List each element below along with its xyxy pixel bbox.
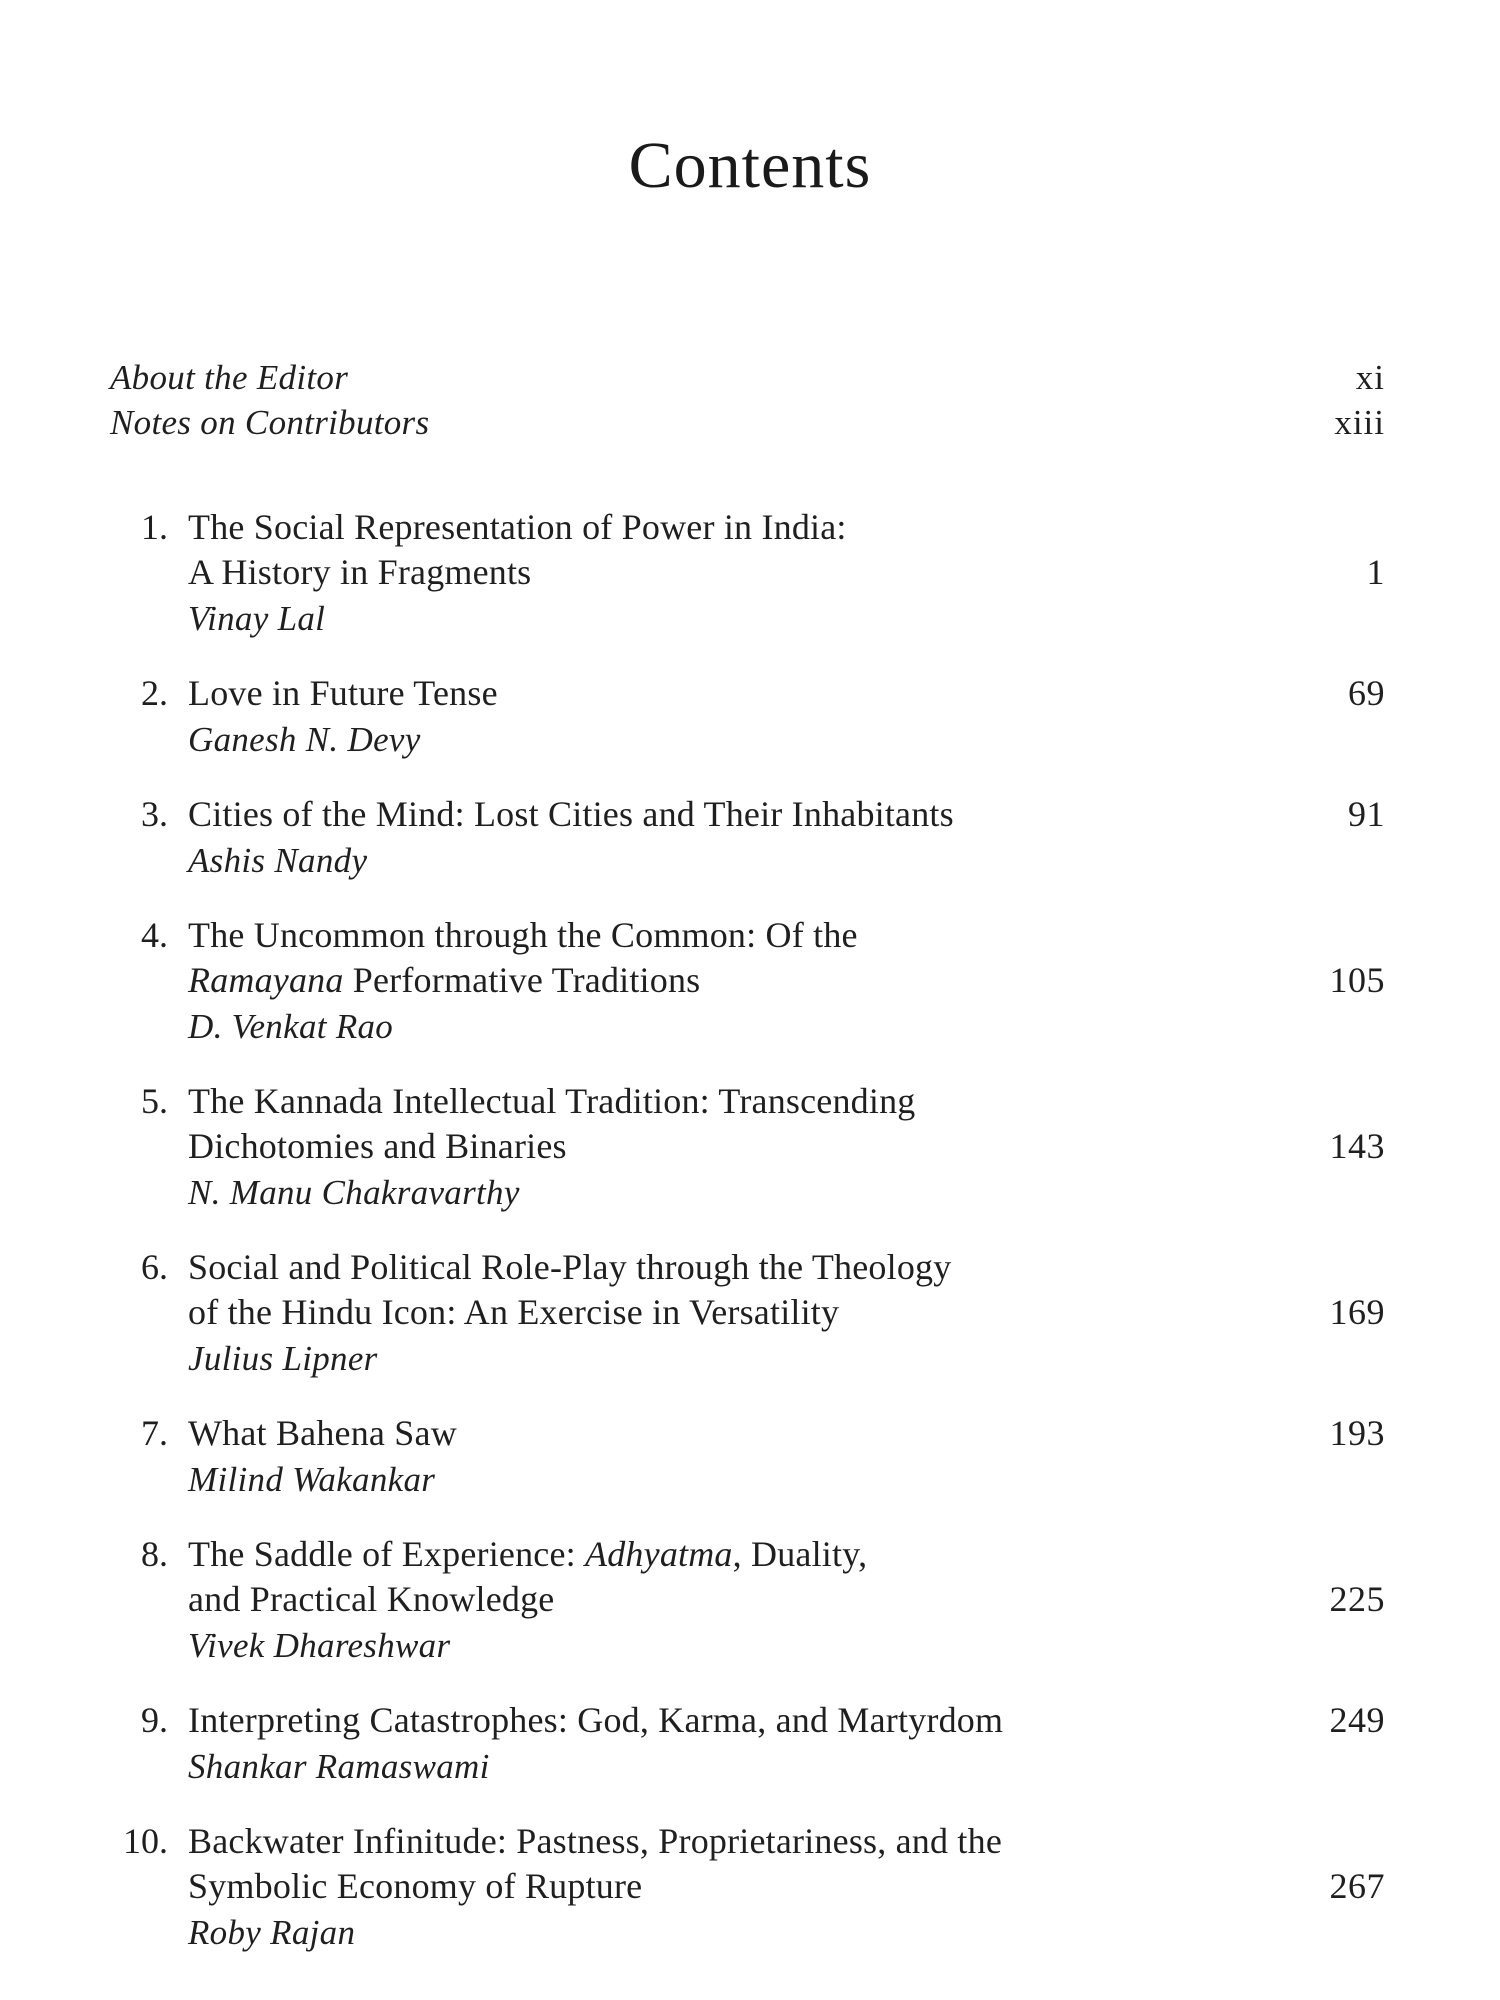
chapter-entry	[100, 671, 1385, 764]
front-matter-list	[110, 358, 1385, 448]
chapter-entry	[100, 1698, 1385, 1791]
chapter-number: 3.	[141, 794, 168, 834]
chapter-author: Shankar Ramaswami	[188, 1747, 490, 1786]
chapter-title-line: Dichotomies and Binaries	[188, 1126, 567, 1166]
chapter-entry	[100, 505, 1385, 643]
chapter-number: 9.	[141, 1700, 168, 1740]
chapter-title-line: Ramayana Performative Traditions	[188, 960, 701, 1000]
chapter-author: N. Manu Chakravarthy	[188, 1173, 520, 1212]
chapter-title-line: Cities of the Mind: Lost Cities and Their Inhabitants	[188, 794, 954, 834]
front-matter-label: Notes on Contributors	[110, 403, 430, 442]
chapter-page: 91	[1348, 794, 1385, 834]
chapter-title-line: of the Hindu Icon: An Exercise in Versatility	[188, 1292, 840, 1332]
chapter-entry	[100, 1079, 1385, 1217]
chapter-list	[100, 505, 1385, 1985]
front-matter-label: About the Editor	[110, 358, 349, 397]
chapter-title-line: The Social Representation of Power in India:	[188, 507, 847, 547]
chapter-title-line: Backwater Infinitude: Pastness, Proprietariness, and the	[188, 1821, 1002, 1861]
chapter-author: Vinay Lal	[188, 599, 326, 638]
chapter-entry	[100, 913, 1385, 1051]
chapter-title-line: A History in Fragments	[188, 552, 532, 592]
italic-term: Adhyatma	[585, 1534, 733, 1574]
italic-term: Ramayana	[188, 960, 344, 1000]
chapter-page: 143	[1329, 1126, 1385, 1166]
chapter-number: 2.	[141, 673, 168, 713]
chapter-page: 249	[1329, 1700, 1385, 1740]
page-title: Contents	[628, 129, 872, 202]
front-matter-page: xiii	[1334, 403, 1385, 442]
chapter-number: 8.	[141, 1534, 168, 1574]
chapter-author: Vivek Dhareshwar	[188, 1626, 451, 1665]
chapter-number: 4.	[141, 915, 168, 955]
chapter-author: Roby Rajan	[188, 1913, 356, 1952]
chapter-entry	[100, 792, 1385, 885]
chapter-page: 193	[1329, 1413, 1385, 1453]
chapter-title-line: What Bahena Saw	[188, 1413, 457, 1453]
chapter-number: 7.	[141, 1413, 168, 1453]
chapter-entry	[100, 1532, 1385, 1670]
chapter-entry	[100, 1411, 1385, 1504]
chapter-author: Ganesh N. Devy	[188, 720, 421, 759]
chapter-title-line: The Kannada Intellectual Tradition: Transcending	[188, 1081, 916, 1121]
front-matter-item	[110, 358, 1385, 403]
chapter-title-line: The Uncommon through the Common: Of the	[188, 915, 858, 955]
chapter-page: 105	[1329, 960, 1385, 1000]
chapter-page: 225	[1329, 1579, 1385, 1619]
chapter-author: D. Venkat Rao	[188, 1007, 394, 1046]
chapter-page: 1	[1366, 552, 1385, 592]
chapter-entry	[100, 1245, 1385, 1383]
chapter-title-line: and Practical Knowledge	[188, 1579, 555, 1619]
chapter-title-line: The Saddle of Experience: Adhyatma, Duality,	[188, 1534, 868, 1574]
chapter-entry	[100, 1819, 1385, 1957]
chapter-number: 10.	[123, 1821, 168, 1861]
chapter-title-line: Interpreting Catastrophes: God, Karma, and Martyrdom	[188, 1700, 1004, 1740]
chapter-number: 6.	[141, 1247, 168, 1287]
chapter-page: 69	[1348, 673, 1385, 713]
chapter-page: 267	[1329, 1866, 1385, 1906]
chapter-number: 1.	[141, 507, 168, 547]
chapter-title-line: Social and Political Role-Play through the Theology	[188, 1247, 952, 1287]
chapter-title-line: Love in Future Tense	[188, 673, 498, 713]
chapter-author: Milind Wakankar	[188, 1460, 436, 1499]
front-matter-item	[110, 403, 1385, 448]
chapter-author: Julius Lipner	[188, 1339, 378, 1378]
chapter-author: Ashis Nandy	[188, 841, 368, 880]
chapter-page: 169	[1329, 1292, 1385, 1332]
chapter-number: 5.	[141, 1081, 168, 1121]
chapter-title-line: Symbolic Economy of Rupture	[188, 1866, 643, 1906]
front-matter-page: xi	[1355, 358, 1385, 397]
